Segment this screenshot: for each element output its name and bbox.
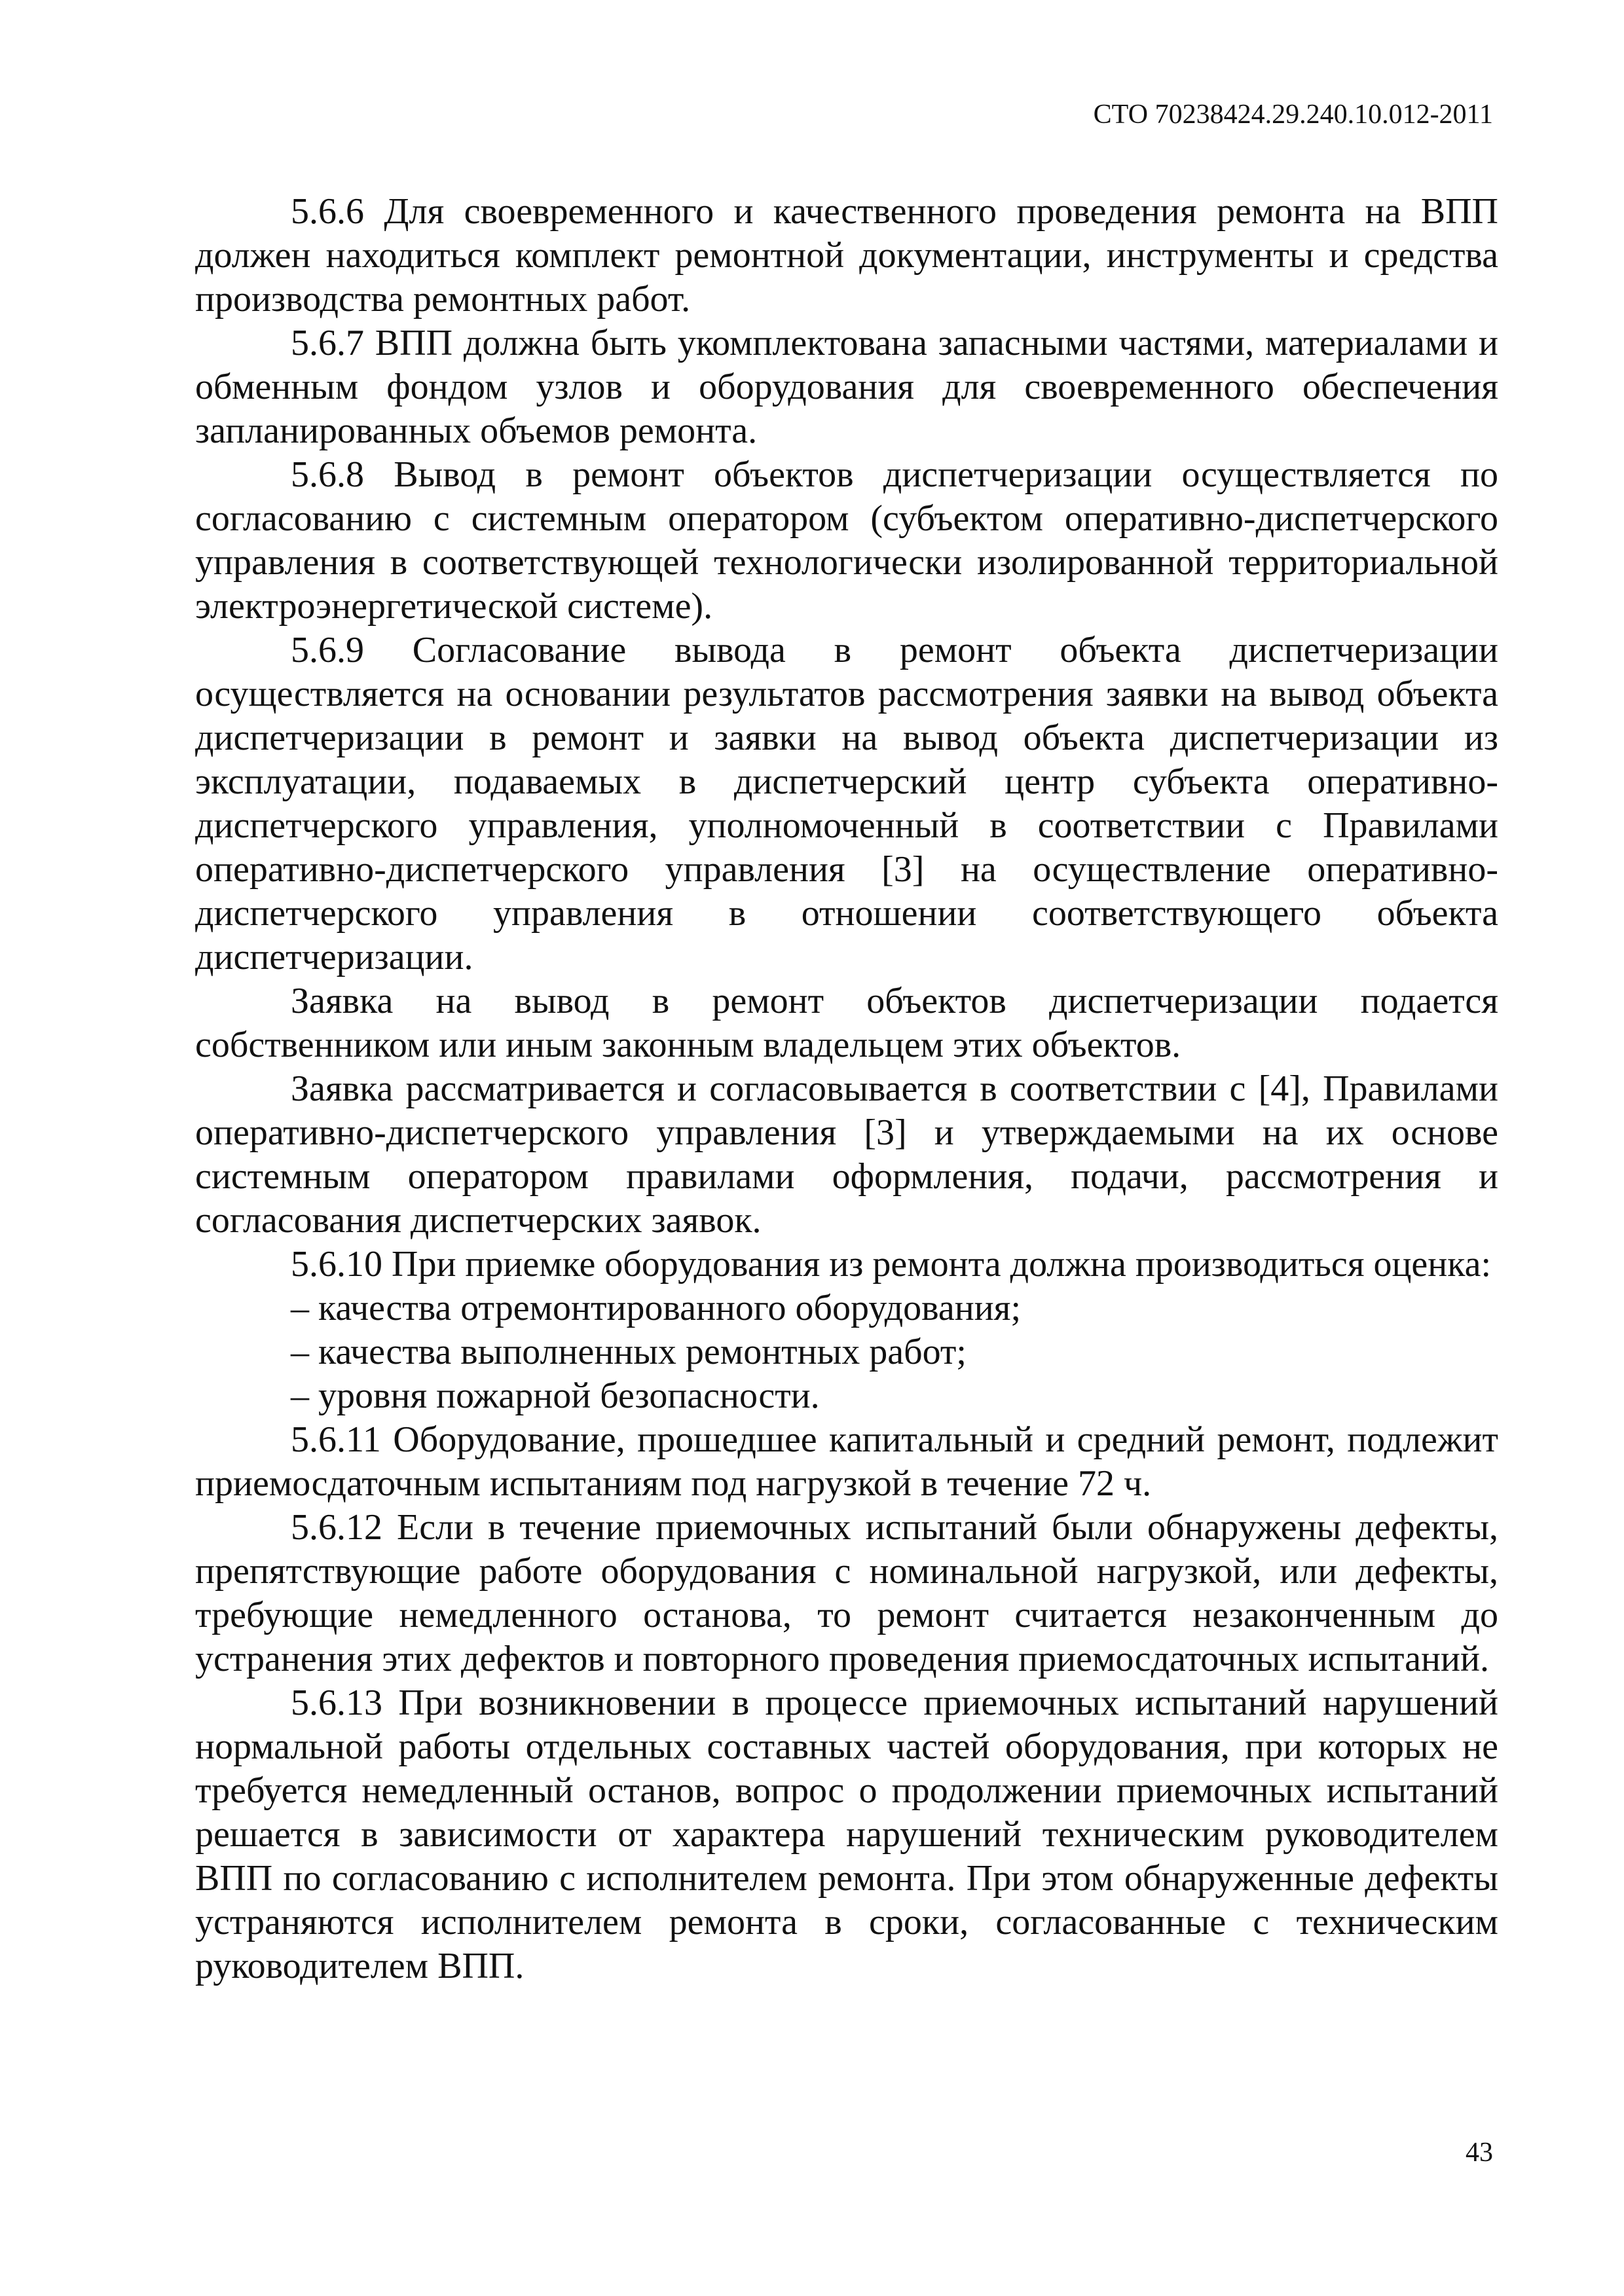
paragraph-5-6-11: 5.6.11 Оборудование, прошедшее капитальный и средний ремонт, подлежит приемосдаточным испытаниям под нагрузкой в течение 72 ч.: [195, 1419, 1498, 1504]
list-item: – уровня пожарной безопасности.: [291, 1376, 820, 1416]
document-body: [195, 190, 1498, 1988]
paragraph-application-submission: Заявка на вывод в ремонт объектов диспетчеризации подается собственником или иным законным владельцем этих объектов.: [195, 981, 1498, 1065]
page-number: 43: [1466, 2138, 1493, 2168]
document-code: СТО 70238424.29.240.10.012-2011: [1093, 100, 1493, 130]
paragraph-5-6-7: 5.6.7 ВПП должна быть укомплектована запасными частями, материалами и обменным фондом узлов и оборудования для своевременного обеспечения запланированных объемов ремонта.: [195, 323, 1498, 451]
paragraph-application-review: Заявка рассматривается и согласовывается в соответствии с [4], Правилами оперативно-диспетчерского управления [3] и утверждаемыми на их основе системным оператором правилами оформления, подачи, рассмотрения и согласования диспетчерских заявок.: [195, 1068, 1498, 1241]
list-item: – качества отремонтированного оборудования;: [291, 1288, 1021, 1328]
paragraph-5-6-6: 5.6.6 Для своевременного и качественного проведения ремонта на ВПП должен находиться комплект ремонтной документации, инструменты и средства производства ремонтных работ.: [195, 191, 1498, 319]
paragraph-5-6-8: 5.6.8 Вывод в ремонт объектов диспетчеризации осуществляется по согласованию с системным оператором (субъектом оперативно-диспетчерского управления в соответствующей технологически изолированной территориальной электроэнергетической системе).: [195, 454, 1498, 627]
paragraph-5-6-10: 5.6.10 При приемке оборудования из ремонта должна производиться оценка:: [291, 1244, 1492, 1285]
paragraph-5-6-13: 5.6.13 При возникновении в процессе приемочных испытаний нарушений нормальной работы отдельных составных частей оборудования, при которых не требуется немедленный останов, вопрос о продолжении приемочных испытаний решается в зависимости от характера нарушений техническим руководителем ВПП по согласованию с исполнителем ремонта. При этом обнаруженные дефекты устраняются исполнителем ремонта в сроки, согласованные с техническим руководителем ВПП.: [195, 1683, 1498, 1986]
paragraph-5-6-12: 5.6.12 Если в течение приемочных испытаний были обнаружены дефекты, препятствующие работе оборудования с номинальной нагрузкой, или дефекты, требующие немедленного останова, то ремонт считается незаконченным до устранения этих дефектов и повторного проведения приемосдаточных испытаний.: [195, 1507, 1498, 1679]
paragraph-5-6-9: 5.6.9 Согласование вывода в ремонт объекта диспетчеризации осуществляется на основании результатов рассмотрения заявки на вывод объекта диспетчеризации в ремонт и заявки на вывод объекта диспетчеризации из эксплуатации, подаваемых в диспетчерский центр субъекта оперативно-диспетчерского управления, уполномоченный в соответствии с Правилами оперативно-диспетчерского управления [3] на осуществление оперативно-диспетчерского управления в отношении соответствующего объекта диспетчеризации.: [195, 630, 1498, 977]
list-item: – качества выполненных ремонтных работ;: [291, 1332, 967, 1372]
